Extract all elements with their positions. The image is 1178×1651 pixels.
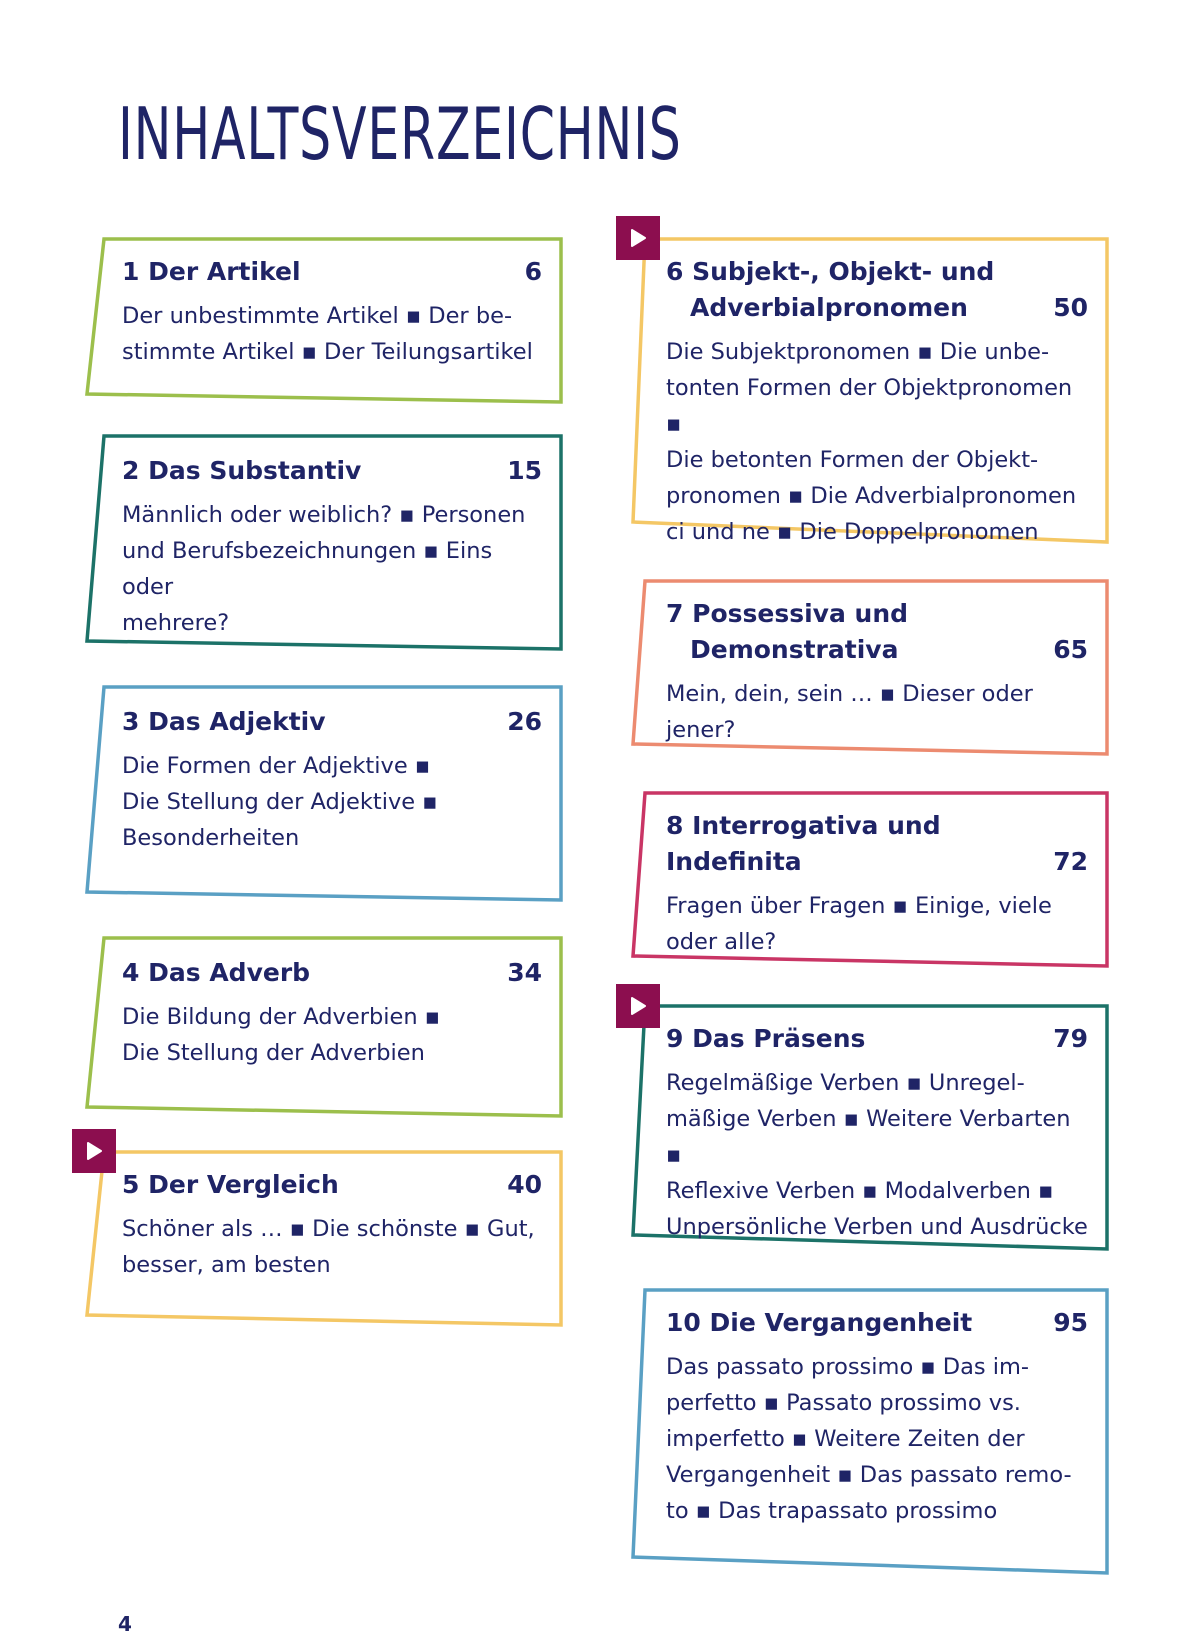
chapter-card-5[interactable] — [84, 1149, 564, 1329]
chapter-description: Fragen über Fragen ▪ Einige, viele oder alle? — [666, 893, 1052, 955]
chapter-description: Die Subjektpronomen ▪ Die unbe- tonten Formen der Objektpronomen ▪ Die betonten Formen der Objekt- pronomen ▪ Die Adverbialpronomen ci und ne ▪ Die Doppelpronomen — [666, 339, 1077, 545]
page-title: INHALTSVERZEICHNIS — [118, 92, 682, 176]
chapter-page-number: 26 — [507, 707, 542, 736]
chapter-description: Schöner als … ▪ Die schönste ▪ Gut, besser, am besten — [122, 1216, 535, 1278]
chapter-description: Regelmäßige Verben ▪ Unregel- mäßige Verben ▪ Weitere Verbarten ▪ Reflexive Verben ▪ Modalverben ▪ Unpersönliche Verben und Ausdrücke — [666, 1070, 1088, 1240]
play-icon — [627, 995, 649, 1017]
chapter-title: 5 Der Vergleich — [122, 1170, 339, 1199]
chapter-title: 8 Interrogativa und Indefinita — [666, 811, 941, 876]
chapter-card-1[interactable] — [84, 236, 564, 406]
play-icon — [83, 1140, 105, 1162]
chapter-page-number: 6 — [524, 257, 542, 286]
chapter-description: Die Formen der Adjektive ▪ Die Stellung der Adjektive ▪ Besonderheiten — [122, 753, 438, 851]
video-play-button[interactable] — [616, 216, 660, 260]
chapter-title: 9 Das Präsens — [666, 1024, 866, 1053]
chapter-card-4[interactable] — [84, 935, 564, 1120]
chapter-card-3[interactable] — [84, 684, 564, 904]
chapter-title: 3 Das Adjektiv — [122, 707, 326, 736]
page-number: 4 — [118, 1612, 132, 1636]
chapter-card-9[interactable] — [630, 1003, 1110, 1253]
chapter-description: Der unbestimmte Artikel ▪ Der be- stimmte Artikel ▪ Der Teilungsartikel — [122, 303, 533, 365]
chapter-title: 2 Das Substantiv — [122, 456, 362, 485]
video-play-button[interactable] — [616, 984, 660, 1028]
chapter-page-number: 34 — [507, 958, 542, 987]
chapter-title: 7 Possessiva und Demonstrativa — [666, 599, 909, 664]
chapter-page-number: 72 — [1053, 847, 1088, 876]
chapter-description: Die Bildung der Adverbien ▪ Die Stellung der Adverbien — [122, 1004, 440, 1066]
chapter-title: 4 Das Adverb — [122, 958, 311, 987]
chapter-description: Männlich oder weiblich? ▪ Personen und Berufsbezeichnungen ▪ Eins oder mehrere? — [122, 502, 526, 636]
chapter-card-7[interactable] — [630, 578, 1110, 758]
chapter-page-number: 65 — [1053, 635, 1088, 664]
chapter-page-number: 95 — [1053, 1308, 1088, 1337]
chapter-page-number: 15 — [507, 456, 542, 485]
chapter-title: 6 Subjekt-, Objekt- und Adverbialpronomen — [666, 257, 995, 322]
play-icon — [627, 227, 649, 249]
chapter-page-number: 79 — [1053, 1024, 1088, 1053]
chapter-card-8[interactable] — [630, 790, 1110, 970]
chapter-card-6[interactable] — [630, 236, 1110, 546]
chapter-page-number: 40 — [507, 1170, 542, 1199]
chapter-description: Das passato prossimo ▪ Das im- perfetto ▪ Passato prossimo vs. imperfetto ▪ Weitere Zeiten der Vergangenheit ▪ Das passato remo- to ▪ Das trapassato prossimo — [666, 1354, 1072, 1524]
chapter-page-number: 50 — [1053, 293, 1088, 322]
chapter-description: Mein, dein, sein … ▪ Dieser oder jener? — [666, 681, 1033, 743]
chapter-card-10[interactable] — [630, 1287, 1110, 1577]
chapter-card-2[interactable] — [84, 433, 564, 653]
chapter-title: 1 Der Artikel — [122, 257, 301, 286]
chapter-title: 10 Die Vergangenheit — [666, 1308, 973, 1337]
video-play-button[interactable] — [72, 1129, 116, 1173]
